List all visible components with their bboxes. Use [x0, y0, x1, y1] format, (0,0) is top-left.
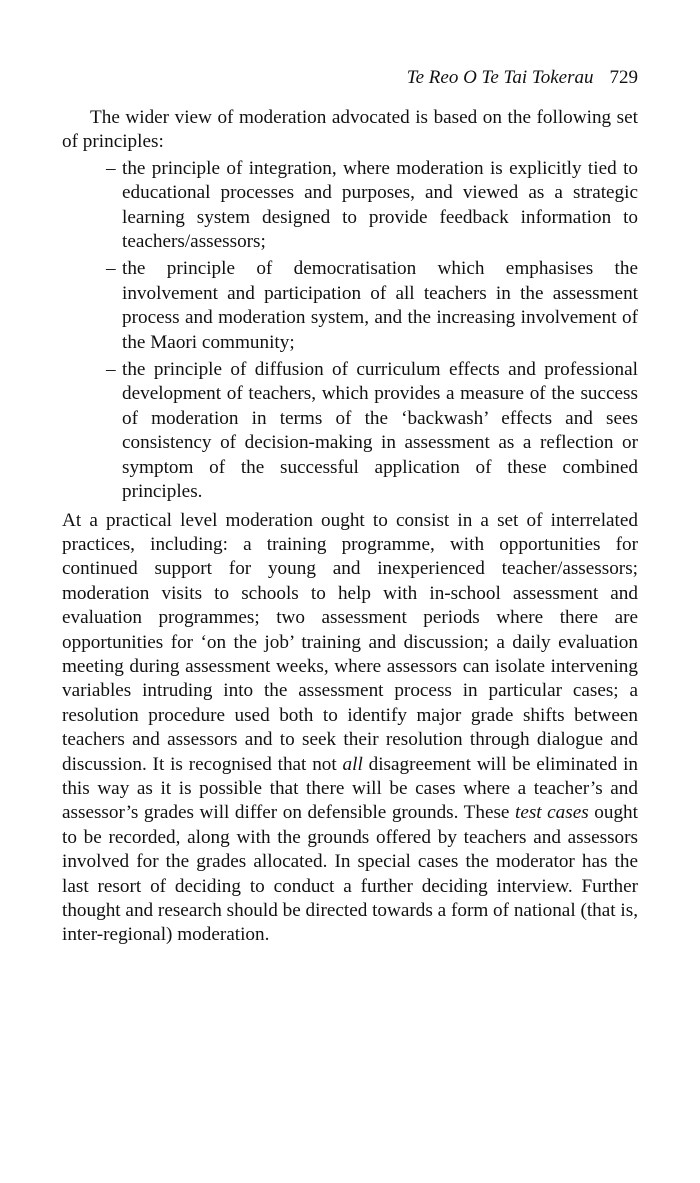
intro-paragraph: The wider view of moderation advocated is based on the following set of principles:: [62, 107, 638, 153]
paragraph-text: disagreement will be eliminated in this way as it is possible that there will be cases where a teacher’s and assessor’s grades will differ on defensible grounds. These: [62, 753, 638, 824]
emphasis-text: all: [342, 753, 363, 775]
list-item: [62, 358, 638, 504]
emphasis-text: test cases: [514, 802, 589, 824]
list-item-text: the principle of diffusion of curriculum effects and professional development of teachers, which provides a measure of the success of moderation in terms of the ‘backwash’ effects and sees consistency of decision-making in assessment as a reflection or symptom of the successful application of these combined principles.: [122, 359, 638, 503]
list-dash: –: [106, 258, 116, 280]
body-text: [62, 106, 638, 948]
list-item-text: the principle of democratisation which emphasises the involvement and participation of all teachers in the assessment process and moderation system, and the increasing involvement of the Maori community;: [122, 258, 638, 353]
running-head: [62, 66, 638, 90]
list-item: [62, 257, 638, 355]
running-title: Te Reo O Te Tai Tokerau: [406, 67, 594, 88]
list-item-text: the principle of integration, where moderation is explicitly tied to educational processes and purposes, and viewed as a strategic learning system designed to provide feedback information to teachers/assessors;: [122, 157, 638, 253]
list-dash: –: [106, 359, 116, 381]
practical-paragraph: [62, 509, 638, 948]
book-page: [62, 66, 638, 948]
principles-list: [62, 157, 638, 505]
page-number: 729: [609, 67, 638, 88]
paragraph-text: At a practical level moderation ought to consist in a set of interrelated practices, including: a training programme, with opportunities for continued support for young and inexperienced teacher/assessors; moderation visits to schools to help with in-school assessment and evaluation programmes; two assessment periods where there are opportunities for ‘on the job’ training and discussion; a daily evaluation meeting during assessment weeks, where assessors can isolate intervening variables intruding into the assessment process in particular cases; a resolution procedure used both to identify major grade shifts between teachers and assessors and to seek their resolution through dialogue and discussion. It is recognised that not: [62, 509, 638, 775]
paragraph-text: ought to be recorded, along with the grounds offered by teachers and assessors involved for the grades allocated. In special cases the moderator has the last resort of deciding to conduct a further deciding interview. Further thought and research should be directed towards a form of national (that is, inter-regional) moderation.: [62, 802, 638, 946]
list-dash: –: [106, 157, 116, 179]
list-item: [62, 157, 638, 255]
